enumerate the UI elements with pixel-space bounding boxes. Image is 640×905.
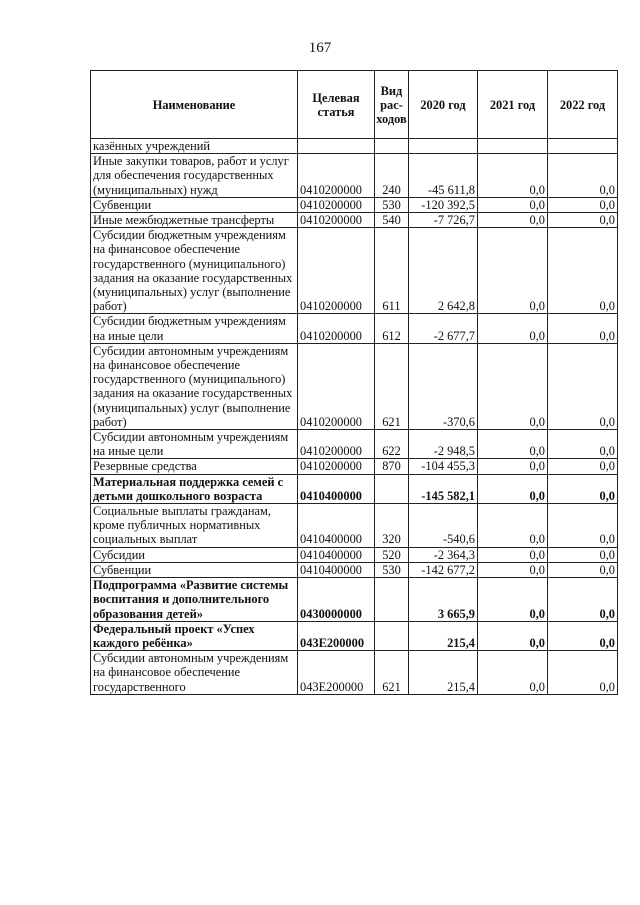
row-name: Субсидии бюджетным учреждениям на иные цели (91, 314, 298, 343)
row-value-2020: -2 364,3 (409, 547, 478, 562)
row-value-2022: 0,0 (548, 228, 618, 314)
row-value-2020: -2 948,5 (409, 430, 478, 459)
table-row (91, 343, 618, 429)
row-expense-type (375, 578, 409, 622)
row-expense-type (375, 474, 409, 503)
row-target-code: 0410400000 (298, 474, 375, 503)
table-row (91, 228, 618, 314)
row-target-code: 0410200000 (298, 197, 375, 212)
row-target-code: 043E200000 (298, 621, 375, 650)
row-target-code: 0430000000 (298, 578, 375, 622)
row-expense-type: 621 (375, 343, 409, 429)
row-name: Подпрограмма «Развитие системы воспитания и дополнительного образования детей» (91, 578, 298, 622)
row-value-2021: 0,0 (478, 504, 548, 548)
table-row (91, 197, 618, 212)
row-value-2020: 3 665,9 (409, 578, 478, 622)
row-value-2021: 0,0 (478, 621, 548, 650)
header-type: Вид рас-ходов (375, 71, 409, 139)
budget-table (90, 70, 618, 695)
row-value-2020: 215,4 (409, 651, 478, 695)
row-value-2021: 0,0 (478, 430, 548, 459)
table-row (91, 547, 618, 562)
row-name: Материальная поддержка семей с детьми дошкольного возраста (91, 474, 298, 503)
row-name: Резервные средства (91, 459, 298, 474)
row-expense-type: 530 (375, 562, 409, 577)
row-value-2020: -142 677,2 (409, 562, 478, 577)
row-value-2021: 0,0 (478, 213, 548, 228)
row-expense-type: 621 (375, 651, 409, 695)
row-value-2020: -104 455,3 (409, 459, 478, 474)
row-target-code: 0410200000 (298, 459, 375, 474)
row-value-2021 (478, 139, 548, 154)
row-value-2020: -540,6 (409, 504, 478, 548)
table-body (91, 139, 618, 695)
row-target-code: 0410400000 (298, 547, 375, 562)
row-value-2022: 0,0 (548, 197, 618, 212)
row-value-2020: -120 392,5 (409, 197, 478, 212)
row-value-2022: 0,0 (548, 562, 618, 577)
row-value-2021: 0,0 (478, 314, 548, 343)
row-value-2022: 0,0 (548, 504, 618, 548)
row-value-2020: -145 582,1 (409, 474, 478, 503)
row-expense-type: 611 (375, 228, 409, 314)
row-name: Субсидии автономным учреждениям на финансовое обеспечение государственного (муниципального) задания на оказание государственных (муниципальных) услуг (выполнение работ) (91, 343, 298, 429)
row-expense-type: 520 (375, 547, 409, 562)
row-value-2022: 0,0 (548, 578, 618, 622)
page-number: 167 (308, 40, 332, 56)
row-value-2020: 2 642,8 (409, 228, 478, 314)
row-target-code: 0410200000 (298, 314, 375, 343)
row-target-code: 0410400000 (298, 504, 375, 548)
table-row (91, 651, 618, 695)
row-value-2022: 0,0 (548, 314, 618, 343)
table-row (91, 154, 618, 198)
row-value-2022 (548, 139, 618, 154)
row-name: Иные межбюджетные трансферты (91, 213, 298, 228)
row-name: Субсидии автономным учреждениям на финансовое обеспечение государственного (91, 651, 298, 695)
table-row (91, 314, 618, 343)
row-expense-type: 240 (375, 154, 409, 198)
table-row (91, 474, 618, 503)
row-value-2021: 0,0 (478, 459, 548, 474)
row-expense-type: 320 (375, 504, 409, 548)
row-name: Субсидии бюджетным учреждениям на финансовое обеспечение государственного (муниципального) задания на оказание государственных (муниципальных) услуг (выполнение работ) (91, 228, 298, 314)
row-target-code: 043E200000 (298, 651, 375, 695)
row-value-2021: 0,0 (478, 228, 548, 314)
row-value-2021: 0,0 (478, 343, 548, 429)
row-value-2021: 0,0 (478, 547, 548, 562)
row-value-2021: 0,0 (478, 651, 548, 695)
row-target-code: 0410200000 (298, 154, 375, 198)
row-value-2020: 215,4 (409, 621, 478, 650)
row-value-2020 (409, 139, 478, 154)
table-row (91, 430, 618, 459)
row-target-code (298, 139, 375, 154)
row-target-code: 0410200000 (298, 430, 375, 459)
row-value-2020: -7 726,7 (409, 213, 478, 228)
row-value-2022: 0,0 (548, 343, 618, 429)
row-name: Иные закупки товаров, работ и услуг для обеспечения государственных (муниципальных) нужд (91, 154, 298, 198)
row-name: Субвенции (91, 562, 298, 577)
row-expense-type: 530 (375, 197, 409, 212)
row-value-2022: 0,0 (548, 474, 618, 503)
row-expense-type: 870 (375, 459, 409, 474)
row-value-2022: 0,0 (548, 651, 618, 695)
row-value-2021: 0,0 (478, 562, 548, 577)
table-row (91, 213, 618, 228)
header-2020: 2020 год (409, 71, 478, 139)
row-expense-type: 612 (375, 314, 409, 343)
row-name: Субсидии автономным учреждениям на иные цели (91, 430, 298, 459)
row-value-2022: 0,0 (548, 213, 618, 228)
row-name: Федеральный проект «Успех каждого ребёнка» (91, 621, 298, 650)
table-row (91, 459, 618, 474)
row-name: Субвенции (91, 197, 298, 212)
row-value-2022: 0,0 (548, 621, 618, 650)
row-target-code: 0410200000 (298, 213, 375, 228)
row-value-2021: 0,0 (478, 474, 548, 503)
row-name: Социальные выплаты гражданам, кроме публичных нормативных социальных выплат (91, 504, 298, 548)
table-row (91, 562, 618, 577)
row-value-2022: 0,0 (548, 459, 618, 474)
header-2022: 2022 год (548, 71, 618, 139)
table-row (91, 504, 618, 548)
row-value-2020: -45 611,8 (409, 154, 478, 198)
row-expense-type: 540 (375, 213, 409, 228)
table-row (91, 578, 618, 622)
table-row (91, 139, 618, 154)
row-value-2021: 0,0 (478, 197, 548, 212)
row-value-2020: -2 677,7 (409, 314, 478, 343)
row-value-2021: 0,0 (478, 154, 548, 198)
header-target: Целевая статья (298, 71, 375, 139)
header-name: Наименование (91, 71, 298, 139)
row-expense-type (375, 621, 409, 650)
header-2021: 2021 год (478, 71, 548, 139)
row-target-code: 0410400000 (298, 562, 375, 577)
table-row (91, 621, 618, 650)
row-value-2020: -370,6 (409, 343, 478, 429)
table-header-row (91, 71, 618, 139)
row-value-2021: 0,0 (478, 578, 548, 622)
row-name: Субсидии (91, 547, 298, 562)
row-expense-type (375, 139, 409, 154)
row-target-code: 0410200000 (298, 228, 375, 314)
row-target-code: 0410200000 (298, 343, 375, 429)
row-name: казённых учреждений (91, 139, 298, 154)
row-value-2022: 0,0 (548, 154, 618, 198)
row-value-2022: 0,0 (548, 430, 618, 459)
row-expense-type: 622 (375, 430, 409, 459)
row-value-2022: 0,0 (548, 547, 618, 562)
